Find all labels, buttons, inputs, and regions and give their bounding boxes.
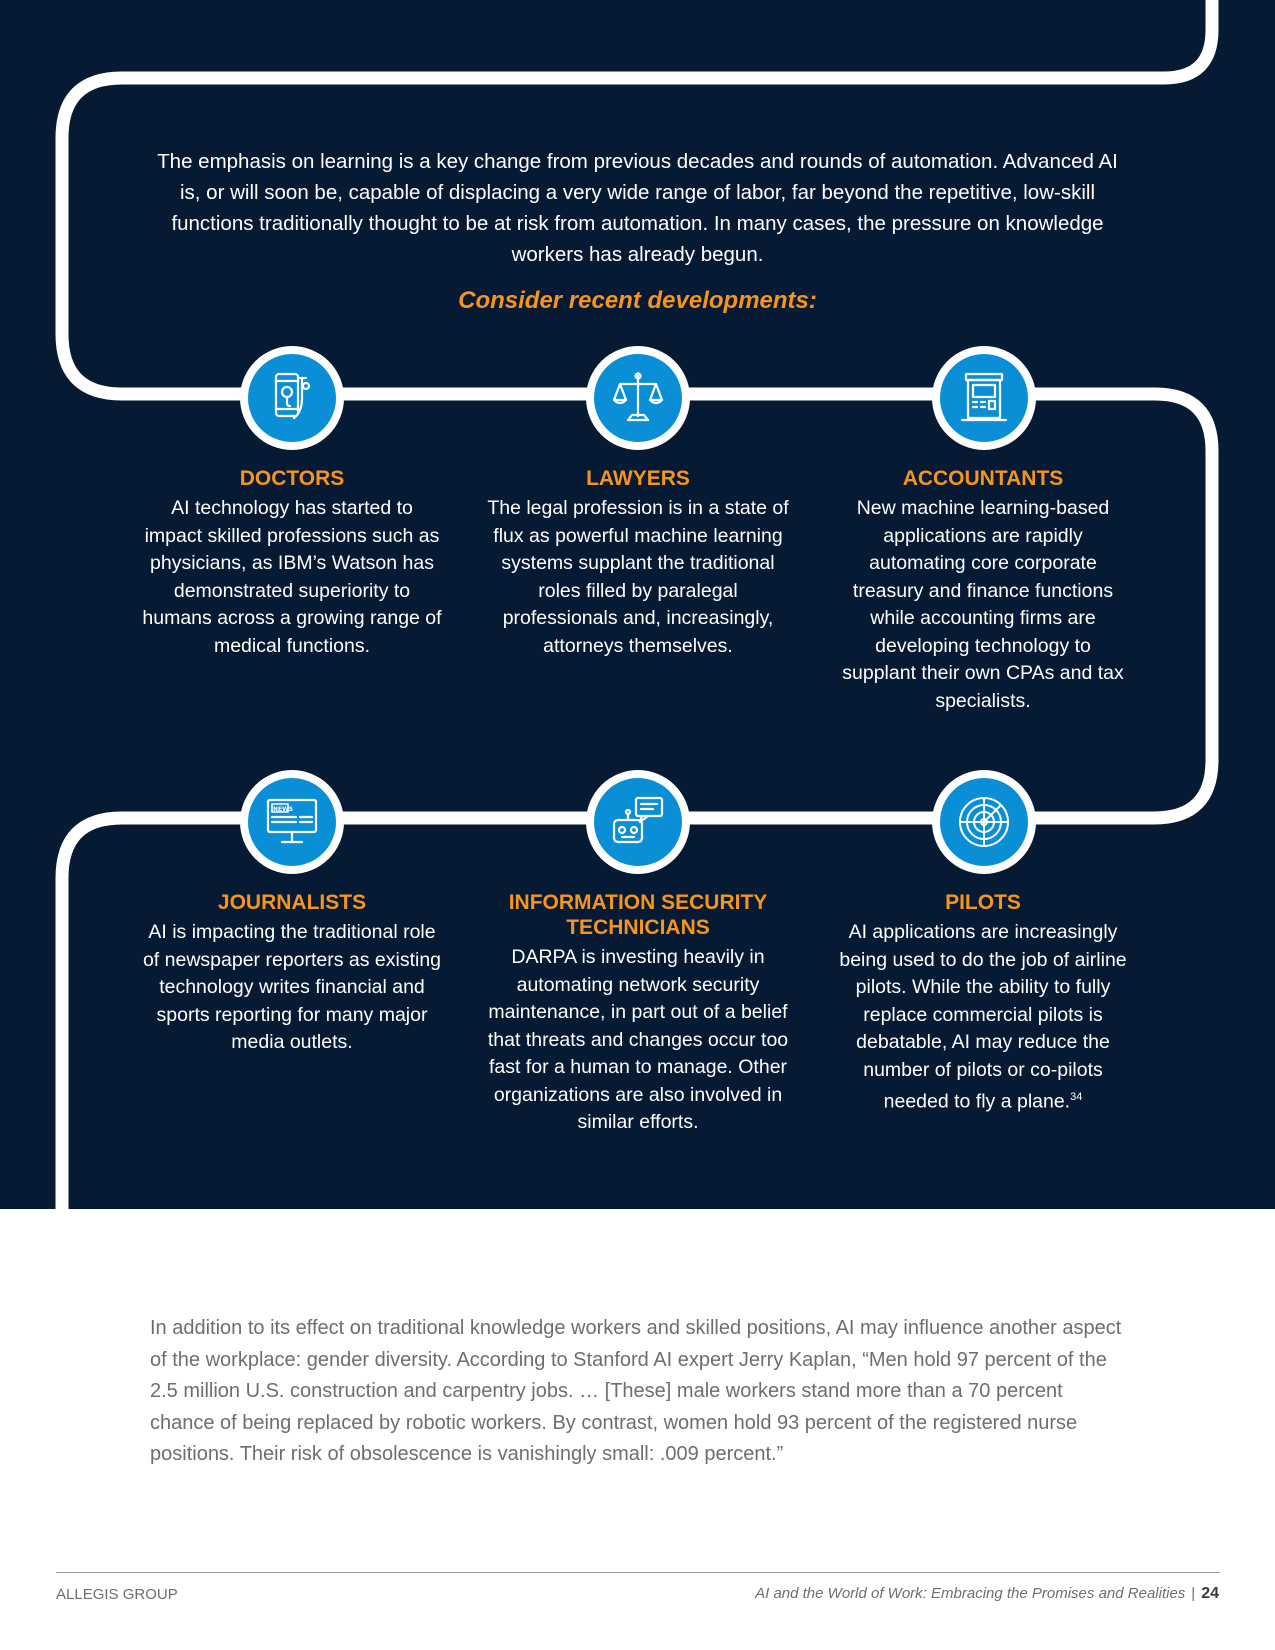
intro-paragraph: The emphasis on learning is a key change from previous decades and rounds of automation. Advanced AI is, or will soon be, capable of displacing a very wide range of labor, far beyond the repetitive, low-skill functions traditionally thought to be at risk from automation. In many cases, the pressure on knowledge workers has already begun. [157,150,1118,266]
footer-separator: | [1191,1585,1196,1602]
footer-doc-title: AI and the World of Work: Embracing the Promises and Realities [755,1585,1186,1602]
card-title: ACCOUNTANTS [902,467,1064,490]
card-infosec [483,890,793,1137]
card-accountants [838,466,1128,715]
card-title: DOCTORS [239,467,345,490]
card-pilots [833,890,1133,1116]
section-heading: Consider recent developments: [458,287,817,314]
footnote-marker: 34 [1070,1091,1083,1103]
card-lawyers [487,466,789,660]
news-monitor-icon [262,792,322,852]
card-title: INFORMATION SECURITY TECHNICIANS [508,891,768,939]
card-text: AI technology has started to impact skilled professions such as physicians, as IBM’s Watson has demonstrated superiority to humans across a growing range of medical functions. [142,497,442,657]
atm-kiosk-icon [954,368,1014,428]
card-journalists [142,890,442,1057]
card-title: LAWYERS [586,467,690,490]
doctors-icon-badge [240,346,344,450]
card-text: DARPA is investing heavily in automating network security maintenance, in part out of a belief that threats and changes occur too fast for a human to manage. Other organizations are also involved in similar efforts. [487,946,789,1133]
radar-icon [954,792,1014,852]
lawyers-icon-badge [586,346,690,450]
scales-of-justice-icon [608,368,668,428]
card-text: New machine learning-based applications are rapidly automating core corporate treasury and finance functions while accounting firms are developing technology to supplant their own CPAs and tax specialists. [842,497,1124,712]
body-paragraph: In addition to its effect on traditional knowledge workers and skilled positions, AI may influence another aspect of the workplace: gender diversity. According to Stanford AI expert Jerry Kaplan, “Men hold 97 percent of the 2.5 million U.S. construction and carpentry jobs. … [These] male workers stand more than a 70 percent chance of being replaced by robotic workers. By contrast, women hold 93 percent of the registered nurse positions. Their risk of obsolescence is vanishingly small: .009 percent.” [150,1317,1122,1465]
footer-divider [56,1572,1220,1573]
footer-company: ALLEGIS GROUP [56,1586,178,1603]
card-text: AI applications are increasingly being used to do the job of airline pilots. While the ability to fully replace commercial pilots is debatable, AI may reduce the number of pilots or co-pilots needed to fly a plane. [839,921,1127,1113]
robot-chat-icon [608,792,668,852]
pilots-icon-badge [932,770,1036,874]
svg-text:NEWS: NEWS [273,806,294,813]
journalists-icon-badge [240,770,344,874]
card-title: PILOTS [945,891,1021,914]
medical-phone-stethoscope-icon [262,368,322,428]
card-title: JOURNALISTS [217,891,367,914]
accountants-icon-badge [932,346,1036,450]
infosec-icon-badge [586,770,690,874]
card-text: AI is impacting the traditional role of newspaper reporters as existing technology writes financial and sports reporting for many major media outlets. [142,921,442,1053]
page-number: 24 [1201,1585,1219,1602]
footer-right [755,1585,1219,1603]
card-doctors [142,466,442,660]
card-text: The legal profession is in a state of flux as powerful machine learning systems supplant the traditional roles filled by paralegal professionals and, increasingly, attorneys themselves. [487,497,789,657]
card-text-wrapper [833,919,1133,1116]
